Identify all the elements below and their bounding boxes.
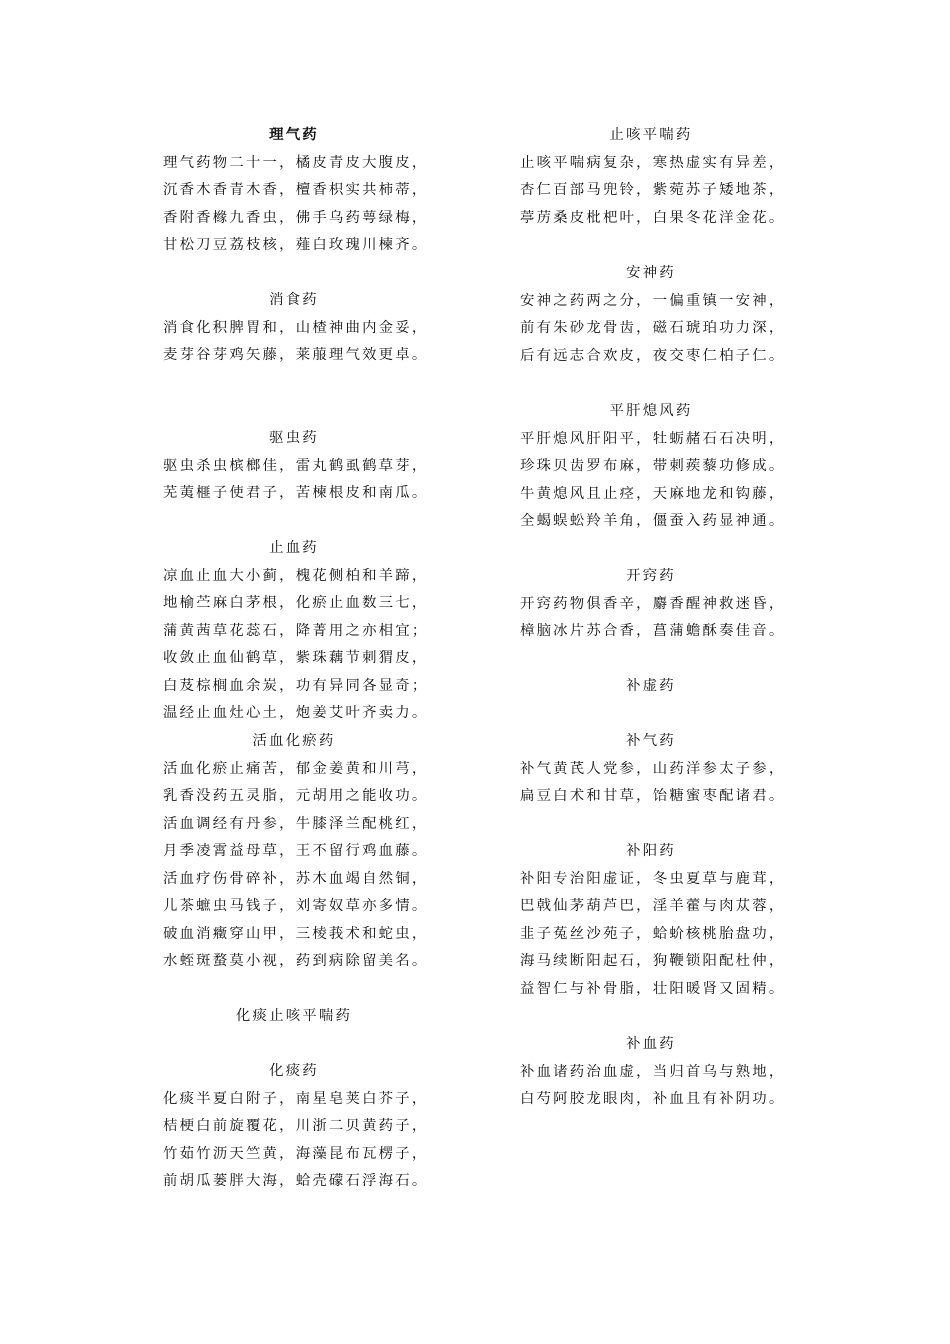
verse-line: 益智仁与补骨脂，壮阳暖肾又固精。 xyxy=(520,980,786,997)
verse-line: 驱虫杀虫槟榔佳，雷丸鹤虱鹤草芽， xyxy=(163,457,429,474)
section-heading: 安神药 xyxy=(626,265,676,281)
verse-line: 竹茹竹沥天竺黄，海藻昆布瓦楞子， xyxy=(163,1145,429,1162)
section-heading: 平肝熄风药 xyxy=(609,403,693,419)
verse-line: 甘松刀豆荔枝核，薤白玫瑰川楝齐。 xyxy=(163,237,429,253)
verse-line: 活血化瘀止痛苦，郁金姜黄和川芎， xyxy=(163,760,429,777)
verse-line: 开窍药物俱香辛，麝香醒神救迷昏， xyxy=(520,595,786,612)
verse-line: 葶苈桑皮枇杷叶，白果冬花洋金花。 xyxy=(520,209,786,226)
section-heading: 活血化瘀药 xyxy=(252,733,336,749)
verse-line: 芜荑榧子使君子，苦楝根皮和南瓜。 xyxy=(163,485,429,501)
verse-line: 月季凌霄益母草，王不留行鸡血藤。 xyxy=(163,843,429,859)
verse-line: 安神之药两之分，一偏重镇一安神， xyxy=(520,292,786,309)
verse-line: 补阳专治阳虚证，冬虫夏草与鹿茸， xyxy=(520,870,786,887)
section-heading: 补血药 xyxy=(626,1036,676,1052)
verse-line: 儿茶蟅虫马钱子，刘寄奴草亦多情。 xyxy=(163,898,429,914)
verse-line: 沉香木香青木香，檀香枳实共柿蒂， xyxy=(163,182,429,198)
section-heading: 化痰药 xyxy=(269,1063,319,1079)
section-heading: 消食药 xyxy=(269,292,319,308)
verse-line: 珍珠贝齿罗布麻，带刺蒺藜功修成。 xyxy=(520,458,786,474)
verse-line: 扁豆白术和甘草，饴糖蜜枣配诸君。 xyxy=(520,788,786,804)
verse-line: 乳香没药五灵脂，元胡用之能收功。 xyxy=(163,788,429,804)
verse-line: 前有朱砂龙骨齿，磁石琥珀功力深， xyxy=(520,320,786,336)
verse-line: 香附香橼九香虫，佛手乌药萼绿梅， xyxy=(163,209,429,226)
verse-line: 全蝎蜈蚣羚羊角，僵蚕入药显神通。 xyxy=(520,513,786,529)
verse-line: 杏仁百部马兜铃，紫菀苏子矮地茶， xyxy=(520,182,786,198)
verse-line: 后有远志合欢皮，夜交枣仁柏子仁。 xyxy=(520,347,786,364)
verse-line: 收敛止血仙鹤草，紫珠藕节刺猬皮， xyxy=(163,650,429,666)
verse-line: 麦芽谷芽鸡矢藤，莱菔理气效更卓。 xyxy=(163,347,429,363)
verse-line: 桔梗白前旋覆花，川浙二贝黄药子， xyxy=(163,1118,429,1134)
verse-line: 海马续断阳起石，狗鞭锁阳配杜仲， xyxy=(520,953,786,969)
verse-line: 化痰半夏白附子，南星皂荚白芥子， xyxy=(163,1090,429,1107)
section-heading: 止咳平喘药 xyxy=(609,127,693,143)
verse-line: 地榆苎麻白茅根，化瘀止血数三七， xyxy=(163,595,429,611)
verse-line: 补气黄芪人党参，山药洋参太子参， xyxy=(520,760,786,777)
section-heading: 驱虫药 xyxy=(269,430,319,446)
section-heading: 补阳药 xyxy=(626,843,676,859)
section-heading: 补气药 xyxy=(626,733,676,749)
verse-line: 白芍阿胶龙眼肉，补血且有补阴功。 xyxy=(520,1091,786,1107)
verse-line: 止咳平喘病复杂，寒热虚实有异差， xyxy=(520,154,786,171)
section-heading: 开窍药 xyxy=(626,568,676,584)
verse-line: 韭子菟丝沙苑子，蛤蚧核桃胎盘功， xyxy=(520,925,786,942)
verse-line: 白芨棕榈血余炭，功有异同各显奇； xyxy=(163,677,429,694)
verse-line: 温经止血灶心土，炮姜艾叶齐卖力。 xyxy=(163,705,429,721)
verse-line: 补血诸药治血虚，当归首乌与熟地， xyxy=(520,1063,786,1080)
section-heading: 理气药 xyxy=(269,126,319,143)
verse-line: 消食化积脾胃和，山楂神曲内金妥， xyxy=(163,319,429,336)
verse-line: 樟脑冰片苏合香，菖蒲蟾酥奏佳音。 xyxy=(520,623,786,639)
section-heading: 化痰止咳平喘药 xyxy=(235,1008,353,1024)
section-heading: 补虚药 xyxy=(626,678,676,694)
verse-line: 活血疗伤骨碎补，苏木血竭自然铜， xyxy=(163,870,429,887)
verse-line: 水蛭斑蝥莫小视，药到病除留美名。 xyxy=(163,953,429,969)
verse-line: 巴戟仙茅葫芦巴，淫羊藿与肉苁蓉， xyxy=(520,898,786,914)
verse-line: 活血调经有丹参，牛膝泽兰配桃红， xyxy=(163,815,429,832)
verse-line: 凉血止血大小蓟，槐花侧柏和羊蹄， xyxy=(163,567,429,584)
verse-line: 平肝熄风肝阳平，牡蛎赭石石决明， xyxy=(520,430,786,447)
verse-line: 蒲黄茜草花蕊石，降菁用之亦相宜； xyxy=(163,622,429,639)
verse-line: 破血消癥穿山甲，三棱莪术和蛇虫， xyxy=(163,925,429,942)
verse-line: 前胡瓜蒌胖大海，蛤壳礞石浮海石。 xyxy=(163,1173,429,1189)
verse-line: 理气药物二十一，橘皮青皮大腹皮， xyxy=(163,154,429,171)
section-heading: 止血药 xyxy=(269,540,319,556)
verse-line: 牛黄熄风且止痉，天麻地龙和钩藤， xyxy=(520,485,786,502)
